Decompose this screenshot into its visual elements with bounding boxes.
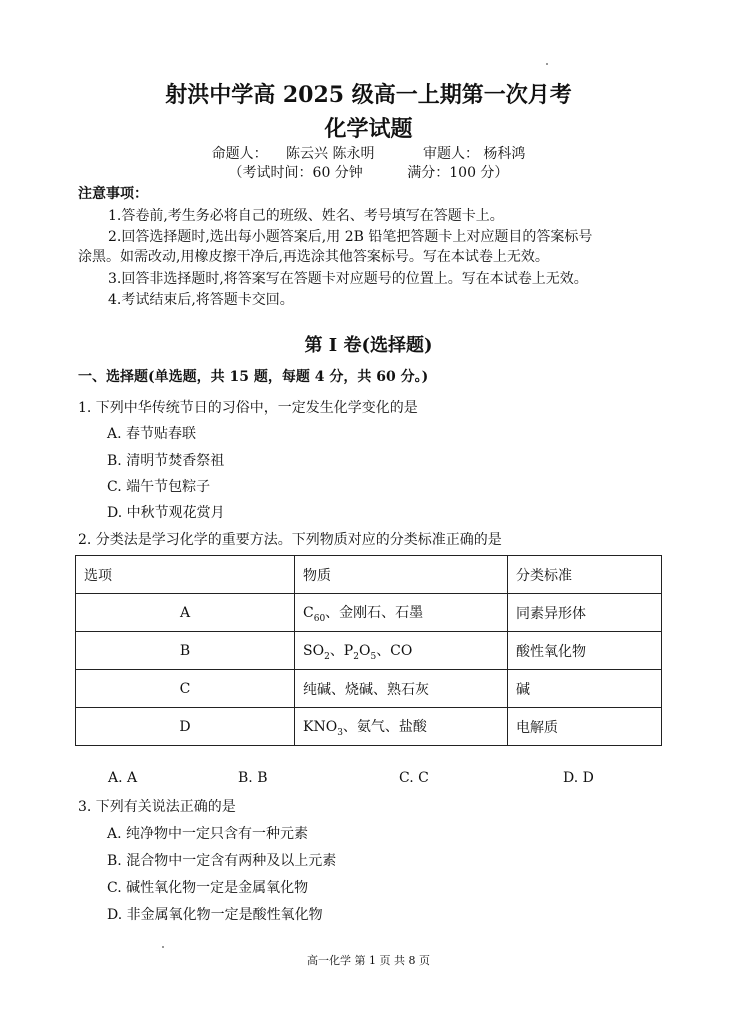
table-cell-category: 碱 xyxy=(508,670,662,708)
exam-time-line xyxy=(0,162,737,182)
part-heading: 一、选择题(单选题，共 15 题，每题 4 分，共 60 分。) xyxy=(78,369,429,385)
classification-table xyxy=(75,555,662,746)
question-3-stem: 3. 下列有关说法正确的是 xyxy=(78,799,236,815)
table-cell-substance xyxy=(295,708,508,746)
table-cell-option: A xyxy=(76,594,295,632)
table-cell-category: 酸性氧化物 xyxy=(508,632,662,670)
formula-text: 、P xyxy=(329,642,354,659)
exam-score: 满分：100 分） xyxy=(407,165,509,181)
table-cell-substance xyxy=(295,632,508,670)
table-header-cell: 分类标准 xyxy=(508,556,662,594)
question-2-answer-b: B. B xyxy=(238,770,268,786)
question-1-option-d: D. 中秋节观花赏月 xyxy=(107,505,225,521)
substance-text: 、金刚石、石墨 xyxy=(325,604,424,621)
formula-subscript: 3 xyxy=(337,727,343,738)
substance-text: 、氨气、盐酸 xyxy=(342,718,427,735)
notice-item-2-cont: 涂黑。如需改动,用橡皮擦干净后,再选涂其他答案标号。写在本试卷上无效。 xyxy=(78,249,549,265)
scan-speck xyxy=(162,946,164,948)
question-1-option-b: B. 清明节焚香祭祖 xyxy=(107,453,225,469)
question-2-answer-d: D. D xyxy=(563,770,594,786)
question-3-option-c: C. 碱性氧化物一定是金属氧化物 xyxy=(107,880,309,896)
formula-text: SO xyxy=(303,642,325,659)
table-cell-substance xyxy=(295,594,508,632)
table-header-row xyxy=(76,556,662,594)
exam-time: （考试时间：60 分钟 xyxy=(228,165,363,181)
formula-subscript: 60 xyxy=(313,613,326,624)
notice-item-1: 1.答卷前,考生务必将自己的班级、姓名、考号填写在答题卡上。 xyxy=(108,208,504,224)
table-row xyxy=(76,708,662,746)
question-1-stem: 1. 下列中华传统节日的习俗中，一定发生化学变化的是 xyxy=(78,400,418,416)
table-cell-option: B xyxy=(76,632,295,670)
notice-item-4: 4.考试结束后,将答题卡交回。 xyxy=(108,292,294,308)
question-1-option-a: A. 春节贴春联 xyxy=(107,426,197,442)
formula-text: KNO xyxy=(303,718,338,735)
question-2-answer-a: A. A xyxy=(108,770,138,786)
table-row xyxy=(76,594,662,632)
setters-names: 陈云兴 陈永明 xyxy=(286,146,375,162)
scan-speck xyxy=(546,63,548,65)
exam-setters-line xyxy=(0,143,737,163)
page-footer: 高一化学 第 1 页 共 8 页 xyxy=(307,954,430,967)
notice-item-2: 2.回答选择题时,选出每小题答案后,用 2B 铅笔把答题卡上对应题目的答案标号 xyxy=(108,229,593,245)
table-header-cell: 物质 xyxy=(295,556,508,594)
table-cell-option: D xyxy=(76,708,295,746)
setters-label: 命题人： xyxy=(211,146,268,162)
table-cell-category: 同素异形体 xyxy=(508,594,662,632)
formula-text: O xyxy=(358,642,371,659)
formula-text: C xyxy=(303,604,314,621)
reviewer-label: 审题人： xyxy=(422,146,479,162)
question-1-option-c: C. 端午节包粽子 xyxy=(107,479,211,495)
table-header-cell: 选项 xyxy=(76,556,295,594)
table-row xyxy=(76,670,662,708)
reviewer-name: 杨科鸿 xyxy=(483,146,526,162)
formula-subscript: 2 xyxy=(353,651,359,662)
formula-text: 、CO xyxy=(376,642,413,659)
table-cell-substance: 纯碱、烧碱、熟石灰 xyxy=(295,670,508,708)
formula-subscript: 2 xyxy=(324,651,330,662)
section-title: 第 I 卷(选择题) xyxy=(304,335,433,356)
table-cell-option: C xyxy=(76,670,295,708)
exam-subject: 化学试题 xyxy=(324,116,413,142)
notice-heading: 注意事项： xyxy=(78,186,148,202)
question-2-stem: 2. 分类法是学习化学的重要方法。下列物质对应的分类标准正确的是 xyxy=(78,532,502,548)
question-3-option-d: D. 非金属氧化物一定是酸性氧化物 xyxy=(107,907,323,923)
table-cell-category: 电解质 xyxy=(508,708,662,746)
table-row xyxy=(76,632,662,670)
notice-item-3: 3.回答非选择题时,将答案写在答题卡对应题号的位置上。写在本试卷上无效。 xyxy=(108,271,588,287)
question-2-answer-c: C. C xyxy=(399,770,429,786)
question-3-option-a: A. 纯净物中一定只含有一种元素 xyxy=(107,826,309,842)
exam-title: 射洪中学高 2025 级高一上期第一次月考 xyxy=(165,82,572,108)
question-3-option-b: B. 混合物中一定含有两种及以上元素 xyxy=(107,853,337,869)
formula-subscript: 5 xyxy=(370,651,377,662)
